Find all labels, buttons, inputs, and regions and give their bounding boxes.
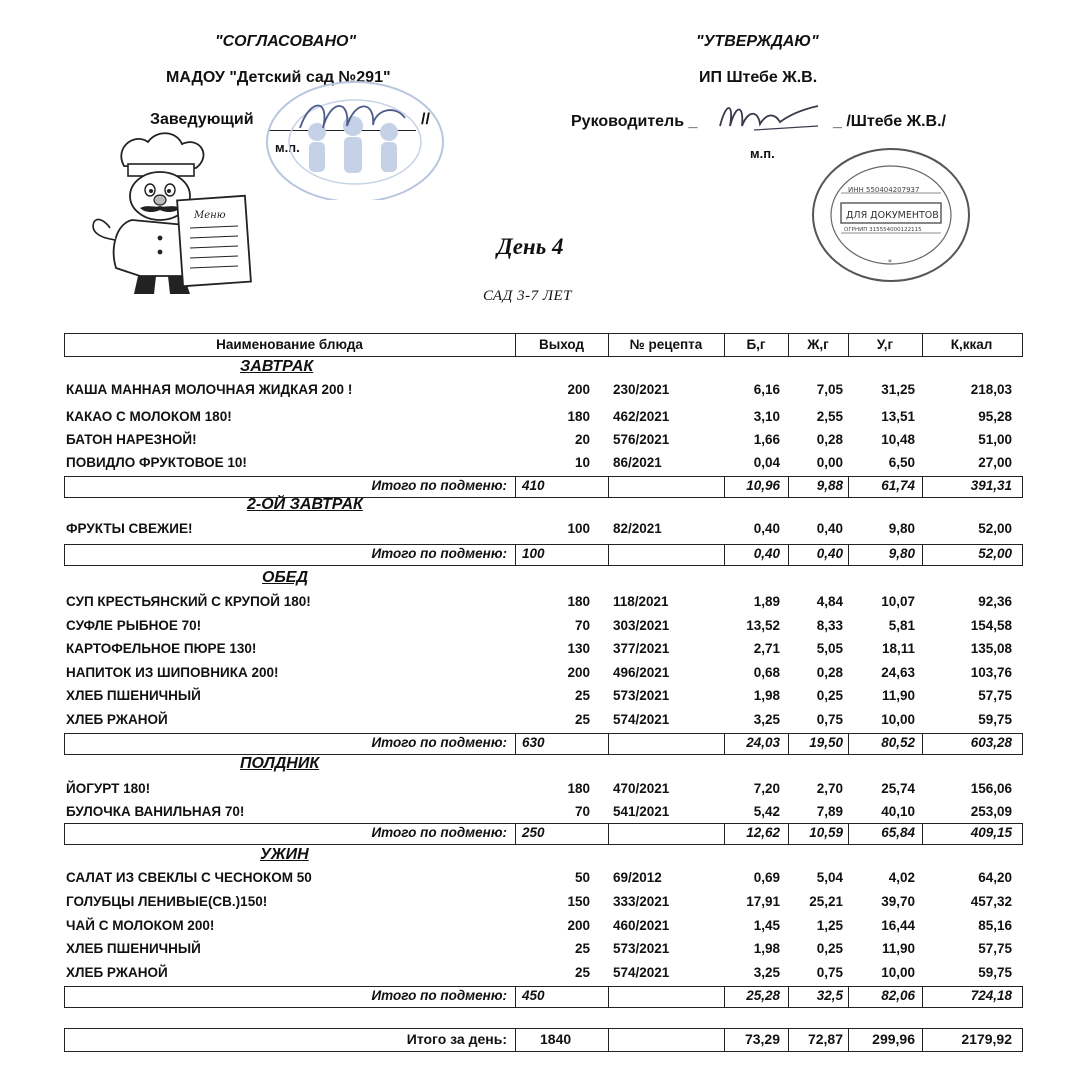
subtotal-carbs: 65,84 <box>881 825 915 840</box>
subtotal-label: Итого по подменю: <box>371 735 507 750</box>
dish-protein: 3,25 <box>753 712 780 727</box>
dish-fat: 2,70 <box>816 781 843 796</box>
dish-name: БАТОН НАРЕЗНОЙ! <box>66 432 197 447</box>
dish-recipe-number: 86/2021 <box>613 455 662 470</box>
dish-recipe-number: 462/2021 <box>613 409 670 424</box>
subtotal-protein: 24,03 <box>746 735 780 750</box>
section-title: ЗАВТРАК <box>240 358 314 375</box>
day-title: День 4 <box>497 234 564 259</box>
dish-carbs: 11,90 <box>881 688 915 703</box>
dish-recipe-number: 573/2021 <box>613 688 670 703</box>
head-signature-slashes: // <box>421 111 430 128</box>
approver-org: ИП Штебе Ж.В. <box>699 69 818 86</box>
svg-text:*: * <box>888 258 892 267</box>
subtotal-row-column-divider <box>608 823 609 844</box>
dish-name: ХЛЕБ РЖАНОЙ <box>66 712 168 727</box>
dish-recipe-number: 377/2021 <box>613 641 670 656</box>
dish-yield: 180 <box>567 409 590 424</box>
subtotal-kcal: 391,31 <box>970 478 1012 493</box>
agreed-title: "СОГЛАСОВАНО" <box>215 33 357 50</box>
dish-fat: 4,84 <box>816 594 843 609</box>
dish-carbs: 6,50 <box>888 455 915 470</box>
manager-signature <box>714 96 824 136</box>
subtotal-protein: 10,96 <box>746 478 780 493</box>
day-total-protein: 73,29 <box>744 1031 780 1047</box>
subtotal-row-column-divider <box>608 544 609 565</box>
dish-name: ФРУКТЫ СВЕЖИЕ! <box>66 521 193 536</box>
subtotal-row-column-divider <box>922 476 923 497</box>
dish-protein: 13,52 <box>746 618 780 633</box>
subtotal-kcal: 603,28 <box>970 735 1012 750</box>
dish-carbs: 39,70 <box>881 894 915 909</box>
dish-carbs: 10,48 <box>881 432 915 447</box>
column-header-dish: Наименование блюда <box>216 337 363 352</box>
dish-recipe-number: 573/2021 <box>613 941 670 956</box>
subtotal-yield: 450 <box>522 988 545 1003</box>
chef-menu-title: Меню <box>194 210 226 221</box>
dish-carbs: 13,51 <box>881 409 915 424</box>
subtotal-protein: 0,40 <box>753 546 780 561</box>
dish-name: САЛАТ ИЗ СВЕКЛЫ С ЧЕСНОКОМ 50 <box>66 870 312 885</box>
section-title: 2-ОЙ ЗАВТРАК <box>247 496 363 513</box>
subtotal-fat: 10,59 <box>809 825 843 840</box>
dish-kcal: 156,06 <box>970 781 1012 796</box>
dish-recipe-number: 496/2021 <box>613 665 670 680</box>
dish-kcal: 135,08 <box>970 641 1012 656</box>
age-group-subtitle: САД 3-7 ЛЕТ <box>483 288 573 304</box>
column-header-kcal: К,ккал <box>950 337 993 352</box>
subtotal-row-column-divider <box>922 544 923 565</box>
dish-kcal: 57,75 <box>978 688 1012 703</box>
subtotal-carbs: 80,52 <box>881 735 915 750</box>
head-role-label: Заведующий <box>150 111 254 128</box>
day-total-label: Итого за день: <box>406 1031 507 1047</box>
dish-protein: 3,10 <box>753 409 780 424</box>
dish-name: ХЛЕБ РЖАНОЙ <box>66 965 168 980</box>
subtotal-kcal: 724,18 <box>970 988 1012 1003</box>
subtotal-row-column-divider <box>922 823 923 844</box>
subtotal-fat: 0,40 <box>816 546 843 561</box>
dish-carbs: 31,25 <box>881 382 915 397</box>
subtotal-kcal: 409,15 <box>970 825 1012 840</box>
dish-yield: 25 <box>574 688 590 703</box>
subtotal-protein: 12,62 <box>746 825 780 840</box>
left-seal-stamp <box>255 70 450 200</box>
right-stamp-place-label: м.п. <box>750 146 775 161</box>
column-header-fat: Ж,г <box>807 337 829 352</box>
dish-name: ГОЛУБЦЫ ЛЕНИВЫЕ(СВ.)150! <box>66 894 268 909</box>
dish-fat: 0,25 <box>816 941 843 956</box>
dish-carbs: 25,74 <box>881 781 915 796</box>
dish-recipe-number: 470/2021 <box>613 781 670 796</box>
dish-yield: 100 <box>567 521 590 536</box>
subtotal-fat: 19,50 <box>809 735 843 750</box>
subtotal-yield: 250 <box>522 825 545 840</box>
dish-protein: 1,66 <box>753 432 780 447</box>
dish-kcal: 457,32 <box>970 894 1012 909</box>
dish-name: КАША МАННАЯ МОЛОЧНАЯ ЖИДКАЯ 200 ! <box>66 382 353 397</box>
stamp-center-text: ДЛЯ ДОКУМЕНТОВ <box>846 210 939 221</box>
dish-kcal: 103,76 <box>970 665 1012 680</box>
dish-yield: 150 <box>567 894 590 909</box>
day-total-yield: 1840 <box>540 1031 572 1047</box>
column-header-yield: Выход <box>538 337 585 352</box>
subtotal-row-column-divider <box>922 733 923 754</box>
dish-kcal: 64,20 <box>978 870 1012 885</box>
subtotal-yield: 100 <box>522 546 545 561</box>
stamp-ogrnip-text: ОГРНИП 315554000122115 <box>844 227 922 233</box>
dish-recipe-number: 574/2021 <box>613 712 670 727</box>
dish-recipe-number: 333/2021 <box>613 894 670 909</box>
dish-protein: 1,45 <box>753 918 780 933</box>
dish-fat: 0,40 <box>816 521 843 536</box>
official-round-stamp <box>808 145 974 285</box>
dish-name: ЧАЙ С МОЛОКОМ 200! <box>66 918 215 933</box>
dish-carbs: 10,07 <box>881 594 915 609</box>
day-total-row-column-divider <box>608 1028 609 1051</box>
subtotal-row-column-divider <box>922 986 923 1007</box>
dish-yield: 180 <box>567 594 590 609</box>
column-header-recipe: № рецепта <box>629 337 703 352</box>
dish-name: КАРТОФЕЛЬНОЕ ПЮРЕ 130! <box>66 641 257 656</box>
dish-yield: 20 <box>574 432 590 447</box>
subtotal-row-column-divider <box>515 986 516 1007</box>
dish-yield: 25 <box>574 712 590 727</box>
dish-fat: 0,25 <box>816 688 843 703</box>
subtotal-row-column-divider <box>515 476 516 497</box>
dish-recipe-number: 303/2021 <box>613 618 670 633</box>
dish-carbs: 5,81 <box>888 618 915 633</box>
dish-fat: 2,55 <box>816 409 843 424</box>
dish-recipe-number: 576/2021 <box>613 432 670 447</box>
dish-name: ЙОГУРТ 180! <box>66 781 151 796</box>
day-total-row-column-divider <box>515 1028 516 1051</box>
subtotal-row-column-divider <box>608 476 609 497</box>
dish-protein: 0,04 <box>753 455 780 470</box>
dish-protein: 17,91 <box>746 894 780 909</box>
dish-carbs: 24,63 <box>881 665 915 680</box>
manager-role-label: Руководитель _ <box>571 113 698 130</box>
dish-recipe-number: 230/2021 <box>613 382 670 397</box>
subtotal-row-column-divider <box>608 986 609 1007</box>
column-header-protein: Б,г <box>746 337 766 352</box>
dish-carbs: 40,10 <box>881 804 915 819</box>
subtotal-fat: 9,88 <box>816 478 843 493</box>
dish-yield: 70 <box>574 804 590 819</box>
dish-fat: 25,21 <box>809 894 843 909</box>
dish-protein: 7,20 <box>753 781 780 796</box>
dish-carbs: 9,80 <box>888 521 915 536</box>
subtotal-row-column-divider <box>515 733 516 754</box>
dish-recipe-number: 82/2021 <box>613 521 662 536</box>
dish-kcal: 218,03 <box>970 382 1012 397</box>
day-total-fat: 72,87 <box>807 1031 843 1047</box>
dish-fat: 0,28 <box>816 432 843 447</box>
subtotal-label: Итого по подменю: <box>371 478 507 493</box>
section-title: ПОЛДНИК <box>240 755 320 772</box>
dish-carbs: 4,02 <box>888 870 915 885</box>
dish-kcal: 253,09 <box>970 804 1012 819</box>
dish-kcal: 92,36 <box>978 594 1012 609</box>
dish-recipe-number: 69/2012 <box>613 870 662 885</box>
subtotal-protein: 25,28 <box>746 988 780 1003</box>
column-header-carbs: У,г <box>876 337 894 352</box>
section-title: УЖИН <box>260 846 309 863</box>
dish-carbs: 16,44 <box>881 918 915 933</box>
dish-carbs: 11,90 <box>881 941 915 956</box>
day-total-kcal: 2179,92 <box>961 1031 1012 1047</box>
dish-yield: 25 <box>574 941 590 956</box>
dish-fat: 1,25 <box>816 918 843 933</box>
dish-protein: 0,68 <box>753 665 780 680</box>
dish-kcal: 51,00 <box>978 432 1012 447</box>
dish-name: КАКАО С МОЛОКОМ 180! <box>66 409 232 424</box>
dish-protein: 5,42 <box>753 804 780 819</box>
manager-name: _ /Штебе Ж.В./ <box>833 113 946 130</box>
dish-kcal: 59,75 <box>978 965 1012 980</box>
subtotal-carbs: 82,06 <box>881 988 915 1003</box>
dish-name: СУП КРЕСТЬЯНСКИЙ С КРУПОЙ 180! <box>66 594 311 609</box>
dish-yield: 25 <box>574 965 590 980</box>
dish-protein: 1,98 <box>753 941 780 956</box>
subtotal-yield: 630 <box>522 735 545 750</box>
subtotal-row-column-divider <box>608 733 609 754</box>
dish-yield: 70 <box>574 618 590 633</box>
subtotal-row-column-divider <box>515 823 516 844</box>
dish-kcal: 57,75 <box>978 941 1012 956</box>
dish-fat: 0,75 <box>816 712 843 727</box>
dish-protein: 2,71 <box>753 641 780 656</box>
dish-fat: 0,00 <box>816 455 843 470</box>
dish-name: ХЛЕБ ПШЕНИЧНЫЙ <box>66 688 201 703</box>
dish-protein: 1,98 <box>753 688 780 703</box>
dish-kcal: 95,28 <box>978 409 1012 424</box>
dish-carbs: 10,00 <box>881 965 915 980</box>
subtotal-kcal: 52,00 <box>978 546 1012 561</box>
chef-illustration <box>76 128 256 306</box>
subtotal-label: Итого по подменю: <box>371 825 507 840</box>
dish-yield: 50 <box>574 870 590 885</box>
left-stamp-place-label: м.п. <box>275 140 300 155</box>
dish-kcal: 59,75 <box>978 712 1012 727</box>
dish-name: НАПИТОК ИЗ ШИПОВНИКА 200! <box>66 665 279 680</box>
dish-name: ПОВИДЛО ФРУКТОВОЕ 10! <box>66 455 247 470</box>
subtotal-yield: 410 <box>522 478 545 493</box>
dish-recipe-number: 574/2021 <box>613 965 670 980</box>
dish-kcal: 85,16 <box>978 918 1012 933</box>
approve-title: "УТВЕРЖДАЮ" <box>696 33 819 50</box>
dish-fat: 0,28 <box>816 665 843 680</box>
dish-carbs: 10,00 <box>881 712 915 727</box>
dish-yield: 180 <box>567 781 590 796</box>
dish-recipe-number: 118/2021 <box>613 594 669 609</box>
dish-yield: 200 <box>567 382 590 397</box>
dish-protein: 6,16 <box>753 382 780 397</box>
dish-recipe-number: 460/2021 <box>613 918 670 933</box>
section-title: ОБЕД <box>262 569 308 586</box>
dish-yield: 130 <box>567 641 590 656</box>
dish-fat: 0,75 <box>816 965 843 980</box>
dish-kcal: 52,00 <box>978 521 1012 536</box>
subtotal-fat: 32,5 <box>816 988 843 1003</box>
subtotal-carbs: 61,74 <box>881 478 915 493</box>
dish-protein: 0,69 <box>753 870 780 885</box>
subtotal-label: Итого по подменю: <box>371 546 507 561</box>
dish-fat: 5,05 <box>816 641 843 656</box>
dish-kcal: 27,00 <box>978 455 1012 470</box>
dish-fat: 8,33 <box>816 618 843 633</box>
dish-yield: 200 <box>567 665 590 680</box>
subtotal-label: Итого по подменю: <box>371 988 507 1003</box>
dish-yield: 200 <box>567 918 590 933</box>
day-total-row-column-divider <box>922 1028 923 1051</box>
dish-fat: 5,04 <box>816 870 843 885</box>
dish-name: БУЛОЧКА ВАНИЛЬНАЯ 70! <box>66 804 245 819</box>
dish-protein: 1,89 <box>753 594 780 609</box>
dish-name: ХЛЕБ ПШЕНИЧНЫЙ <box>66 941 201 956</box>
dish-recipe-number: 541/2021 <box>613 804 670 819</box>
dish-protein: 0,40 <box>753 521 780 536</box>
dish-fat: 7,05 <box>816 382 843 397</box>
dish-name: СУФЛЕ РЫБНОЕ 70! <box>66 618 202 633</box>
dish-carbs: 18,11 <box>881 641 915 656</box>
dish-kcal: 154,58 <box>970 618 1012 633</box>
dish-fat: 7,89 <box>816 804 843 819</box>
subtotal-row-column-divider <box>515 544 516 565</box>
dish-yield: 10 <box>574 455 590 470</box>
kindergarten-name: МАДОУ "Детский сад №291" <box>166 69 391 86</box>
subtotal-carbs: 9,80 <box>888 546 915 561</box>
day-total-carbs: 299,96 <box>872 1031 915 1047</box>
stamp-inn-text: ИНН 550404207937 <box>848 186 920 194</box>
dish-protein: 3,25 <box>753 965 780 980</box>
